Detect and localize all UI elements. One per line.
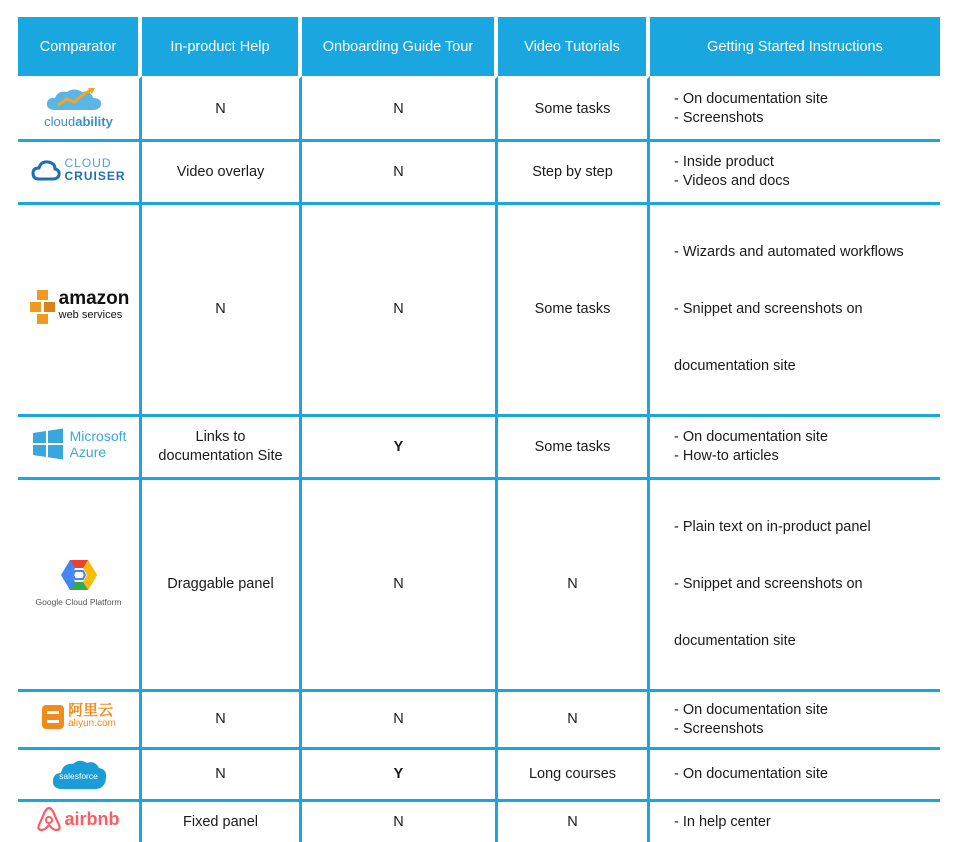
aws-cubes-icon [28,288,58,326]
logo-text: Azure [69,444,107,460]
help-line: Links to [195,429,246,445]
cell-instructions [650,414,940,477]
cell-tour: N [302,139,498,202]
cell-help: N [142,76,302,139]
instruction-line: - Snippet and screenshots on [674,576,863,592]
logo-text: web services [58,308,123,321]
cell-video: N [498,477,650,689]
logo-text-bold: airbnb [64,808,120,829]
aliyun-logo [18,689,142,747]
cell-help: N [142,689,302,747]
cell-video: N [498,689,650,747]
instruction-line: - Plain text on in-product panel [674,519,871,535]
instruction-line: - Snippet and screenshots on [674,301,863,317]
instruction-line: - Screenshots [674,110,764,126]
instruction-line: - In help center [674,813,771,830]
instruction-line: - On documentation site [674,766,828,782]
header-getting-started: Getting Started Instructions [650,17,940,76]
table-row [18,76,940,139]
logo-text: Google Cloud Platform [35,596,122,607]
instruction-line: - On documentation site [674,91,828,107]
cell-tour: N [302,76,498,139]
cell-help: N [142,202,302,414]
google-cloud-logo [18,477,142,689]
instruction-line: documentation site [674,358,796,374]
instruction-line: - Videos and docs [674,173,790,189]
logo-text: CLOUD [64,155,112,170]
cell-tour: Y [302,747,498,799]
table-row [18,139,940,202]
cell-instructions [650,202,940,414]
instruction-line: - On documentation site [674,701,828,718]
comparison-table [18,17,940,842]
table-row [18,477,940,689]
help-line: documentation Site [158,448,283,464]
cell-video: N [498,799,650,842]
cloud-chart-icon [34,86,124,112]
cell-help [142,414,302,477]
cell-tour: N [302,202,498,414]
cell-instructions [650,799,940,842]
cell-video: Some tasks [498,202,650,414]
windows-icon [31,428,65,460]
instruction-line: - On documentation site [674,429,828,445]
aws-logo [18,202,142,414]
table-row [18,202,940,414]
cell-help: Fixed panel [142,799,302,842]
cell-video: Long courses [498,747,650,799]
aliyun-icon [41,704,65,730]
cell-instructions [650,689,940,747]
logo-text: cloud [44,114,76,129]
instruction-line: - Inside product [674,154,774,170]
cell-tour: Y [302,414,498,477]
header-comparator: Comparator [18,17,142,76]
header-row [18,17,940,76]
cloud-icon [31,158,61,182]
instruction-line: - Screenshots [674,720,764,737]
header-onboarding-guide-tour: Onboarding Guide Tour [302,17,498,76]
table-row [18,799,940,842]
airbnb-belo-icon [37,806,61,832]
logo-text-bold: CRUISER [64,168,126,183]
logo-text-bold: ability [75,114,113,129]
cloudability-logo [18,76,142,139]
instruction-line: documentation site [674,633,796,649]
azure-logo [18,414,142,477]
cloudcruiser-logo [18,139,142,202]
logo-text: Microsoft [69,428,127,444]
cell-instructions [650,477,940,689]
cell-video: Some tasks [498,76,650,139]
cell-help: N [142,747,302,799]
cell-tour: N [302,689,498,747]
cell-instructions [650,747,940,799]
cell-tour: N [302,477,498,689]
header-video-tutorials: Video Tutorials [498,17,650,76]
instruction-line: - How-to articles [674,448,779,464]
logo-text: aliyun.com [68,718,116,729]
google-cloud-hexagon-icon [60,558,98,592]
cell-help: Video overlay [142,139,302,202]
salesforce-logo [18,747,142,799]
instruction-line: - Wizards and automated workflows [674,244,904,260]
table-row [18,689,940,747]
cell-tour: N [302,799,498,842]
cell-video: Step by step [498,139,650,202]
cell-instructions [650,76,940,139]
cell-instructions [650,139,940,202]
logo-text: salesforce [59,771,98,781]
logo-text-bold: 阿里云 [68,701,114,719]
table-row [18,414,940,477]
header-in-product-help: In-product Help [142,17,302,76]
airbnb-logo [18,799,142,842]
logo-text-bold: amazon [58,287,130,309]
cell-help: Draggable panel [142,477,302,689]
cell-video: Some tasks [498,414,650,477]
table-row [18,747,940,799]
